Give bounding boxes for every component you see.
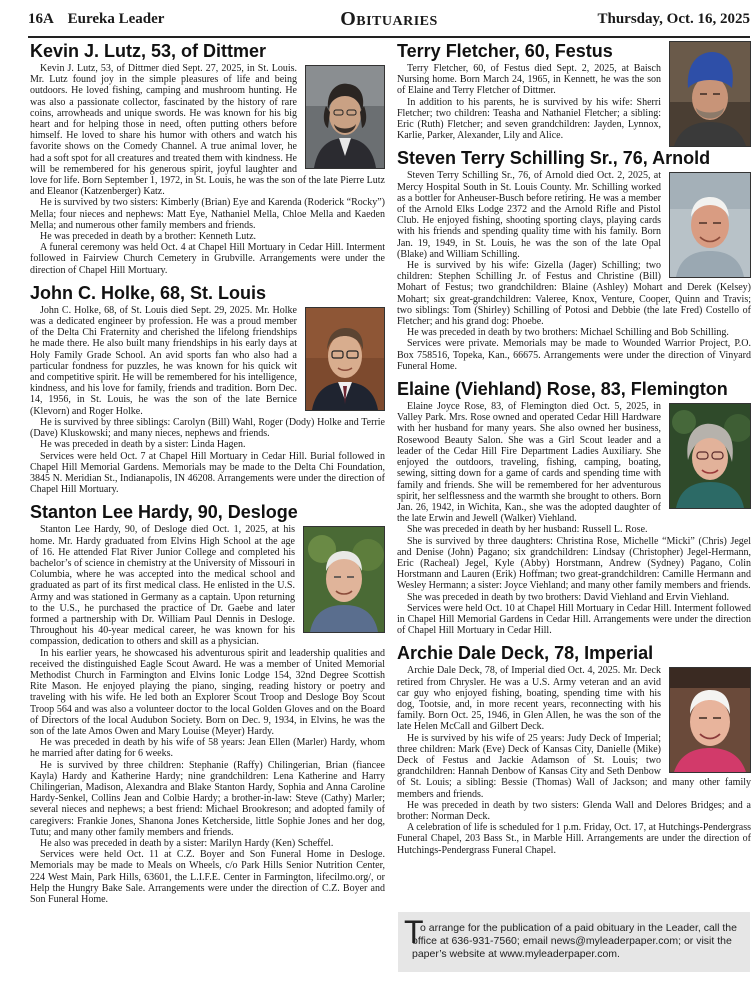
- obituary-paragraph: He was preceded in death by two brothers: Michael Schilling and Bob Schilling.: [407, 327, 729, 339]
- obituary-paragraph: Kevin J. Lutz, 53, of Dittmer died Sept. 27, 2025, in St. Louis. Mr. Lutz found joy in the simple pleasures of life and being outdoors. He loved fishing, camping and mushroom hunting. He was also a passionate collector, fascinated by the history of rare coins, arrowheads and unique swords. He was known for his big heart and for helping those in need, often putting others before himself. He loved to share his humor with others and watch his favorite shows on the Comedy Channel. A true animal lover, he had a soft spot for all creatures and treated them with kindness. He will be remembered for his generous spirit, joyful laughter and love for life. Born September 1, 1972, in St. Louis, he was the son of the late Pierre Lutz and Eleanor (Katzenberger) Katz.: [30, 63, 385, 198]
- obituary-paragraph: He is survived by two sisters: Kimberly (Brian) Eye and Karenda (Roderick “Rocky”) Mella; four nieces and nephews: Matt Eye, Nathaniel Mella, Chloe Mella and Kaeden Mella; and numerous other family members and friends.: [30, 197, 385, 231]
- masthead: [28, 8, 750, 38]
- right-column: [397, 40, 751, 856]
- page-number: 16A: [28, 11, 54, 27]
- obituary-holke: [30, 282, 385, 495]
- publication-info-box: [398, 912, 750, 972]
- obituary-paragraph: In addition to his parents, he is survived by his wife: Sherri Fletcher; two children: Teasha and Nathaniel Fletcher; a sibling: Eric (Ruth) Fletcher; and seven grandchildren: Jayden, Lynnox, Karlie, Parker, Alexander, Lily and Alice.: [397, 96, 661, 142]
- obituary-paragraph: He is survived by his wife of 25 years: Judy Deck of Imperial; three children: Mark (Eve) Deck of Kansas City, Danielle (Mike) Deck of Festus and Jackie Adamson of St. Louis; two grandchildren: Hannah Denbow of Kansas City and Seth Denbow of St. Louis; a sibling: Bessie (Thomas) Wall of Jackson; and many other family members and friends.: [397, 732, 751, 800]
- obituary-heading: Terry Fletcher, 60, Festus: [397, 41, 613, 61]
- portrait-photo: [305, 307, 385, 411]
- obituary-paragraph: He also was preceded in death by a sister: Marilyn Hardy (Ken) Scheffel.: [40, 838, 334, 849]
- obituary-paragraph: She was preceded in death by her husband: Russell L. Rose.: [407, 524, 648, 536]
- obituary-paragraph: He is survived by three siblings: Carolyn (Bill) Wahl, Roger (Dody) Holke and Terrie (Dave) Kluskowski; and many nieces, nephews and friends.: [30, 416, 385, 440]
- obituary-paragraph: Services were held Oct. 11 at C.Z. Boyer and Son Funeral Home in Desloge. Memorials may be made to Meals on Wheels, c/o Park Hills Senior Nutrition Center, 224 West Main, Park Hills, 63601, the L.I.F.E. Center in Farmington, lifecilmo.org/, or Help the Hungry Bake Sale. Arrangements were under the direction of C.Z. Boyer and Son Funeral Home.: [30, 849, 385, 906]
- obituary-heading: Stanton Lee Hardy, 90, Desloge: [30, 502, 298, 523]
- obituary-paragraph: A celebration of life is scheduled for 1 p.m. Friday, Oct. 17, at Hutchings-Pendergrass Funeral Chapel, 203 Bass St., in Marble Hill. Arrangements are under the direction of Hutchings-Pendergrass Funeral Chapel.: [397, 822, 751, 856]
- obituary-rose: [397, 378, 751, 636]
- obituary-fletcher: [397, 40, 751, 141]
- obituary-heading: Kevin J. Lutz, 53, of Dittmer: [30, 41, 267, 61]
- section-title: Obituaries: [340, 8, 438, 30]
- obituary-paragraph: A funeral ceremony was held Oct. 4 at Chapel Hill Mortuary in Cedar Hill. Interment followed in Fairview Church Cemetery in Grubville. Arrangements were under the direction of Chapel Hill Mortuary.: [30, 242, 385, 276]
- obituary-paragraph: He was preceded in death by a sister: Linda Hagen.: [40, 439, 246, 451]
- obituary-hardy: [30, 501, 385, 905]
- issue-date: Thursday, Oct. 16, 2025: [597, 11, 750, 27]
- obituary-heading: Steven Terry Schilling Sr., 76, Arnold: [397, 148, 711, 169]
- portrait-photo: [669, 403, 751, 509]
- obituary-paragraph: Services were held Oct. 10 at Chapel Hill Mortuary in Cedar Hill. Interment followed in Chapel Hill Memorial Gardens in Cedar Hill. Arrangements were under the direction of Chapel Hill Mortuary in Cedar Hill.: [397, 602, 751, 637]
- left-column: [30, 40, 385, 905]
- obituary-paragraph: Stanton Lee Hardy, 90, of Desloge died Oct. 1, 2025, at his home. Mr. Hardy graduated from Elvins High School at the age of 16. He attended Flat River Junior College and completed his bachelor’s of science in chemistry at the University of Missouri in Columbia, where he was accepted into the medical school and graduated as part of its first medical class. He enlisted in the U.S. Army and was stationed in Germany as a captain. Upon returning to the U.S., he purchased the practice of Dr. Gaebe and later formed a partnership with Dr. William Paul Dennis in Desloge. Throughout his 40-year medical career, he was known for his compassion, dedication to others and skill as a physician.: [30, 524, 295, 648]
- obituary-paragraph: Steven Terry Schilling Sr., 76, of Arnold died Oct. 2, 2025, at Mercy Hospital South in St. Louis County. Mr. Schilling worked as a bottler for Anheuser-Busch before retiring. He was a member of the Arnold Elks Lodge 2372 and the Arnold Rifle and Pistol Club. He enjoyed fishing, shooting sporting clays, playing cards with his friends and spending quality time with his family. Born Jan. 19, 1949, in St. Louis, he was the son of the late Opal (Blake) and William Schilling.: [397, 170, 661, 260]
- publication-info-text: o arrange for the publication of a paid obituary in the Leader, call the office at 636-931-7560; email news@myleaderpaper.com; or visit the paper’s website at www.myleaderpaper.com.: [412, 922, 737, 960]
- portrait-photo: [669, 172, 751, 278]
- obituary-paragraph: Services were private. Memorials may be made to Wounded Warrior Project, P.O. Box 758516, Topeka, Kan., 66675. Arrangements were under the direction of Vinyard Funeral Home.: [397, 338, 751, 372]
- obituary-paragraph: He is survived by his wife: Gizella (Jager) Schilling; two children: Stephen Schilling Jr. of Festus and Christine (Bill) Mohart of Festus; two grandchildren: Blaine (Ashley) Mohart and Derek (Kelsey) Mohart; six great-grandchildren: Valeree, Knox, Venture, Cooper, Quinn and Travis; two siblings: Tom (Shirley) Schilling of Potosi and Debbie (the late Fred) Costello of Fletcher; and his grand dog: Phoebe.: [397, 260, 751, 328]
- obituary-paragraph: She is survived by three daughters: Christina Rose, Michelle “Micki” (Chris) Jegel and Denise (John) Pagano; six grandchildren: Lindsay (Christopher) Jegel-Hermann, Eric (Racheal) Jegel, Kyle (Abby) Horstmann, Andrew (Sydney) Pagano, Colin Horstmann and Lauren (Erik) Hoffman; two great-grandchildren: Camille Hermann and Wesley Hermann; a sister: Joyce Viehland; and many other family members and friends.: [397, 535, 751, 592]
- obituary-paragraph: In his earlier years, he showcased his adventurous spirit and leadership qualities and received the distinguished Eagle Scout Award. He was a member of United Memorial Methodist Church in Farmington and Elvins Ionic Lodge 154, 32nd Degree Scottish Rite Mason. He enjoyed playing the piano, singing, reading history or poetry and traveling with his wife. He led both an Explorer Scout Troop and Desloge Boy Scout Troop 564 and was also a volunteer doctor to the local Golden Gloves and on the Board of Directors of the local Audubon Society. Born on Dec. 9, 1934, in Elvins, he was the son of the late Amos Owen and Mary Louise (Meyer) Hardy.: [30, 647, 385, 737]
- obituary-heading: Archie Dale Deck, 78, Imperial: [397, 643, 654, 664]
- obituary-paragraph: Terry Fletcher, 60, of Festus died Sept. 2, 2025, at Baisch Nursing home. Born March 24, 1965, in Kennett, he was the son of Elaine and Terry Fletcher of Dittmer.: [397, 63, 661, 97]
- portrait-photo: [303, 526, 385, 633]
- obituary-lutz: [30, 40, 385, 276]
- obituary-paragraph: Elaine Joyce Rose, 83, of Flemington died Oct. 5, 2025, in Valley Park. Mrs. Rose owned and operated Cedar Hill Hardware with her husband for many years. She also owned her business, Rosewood Beauty Salon. She was a Girl Scout leader and a leader of the Cedar Hill Fire Department Ladies Auxiliary. She enjoyed the outdoors, traveling, fishing, camping, boating, sewing, sitting down for a game of cards and spending time with family and friends. She will be remembered for her adventurous spirit, her selflessness and the warmth she brought to others. Born Jan. 26, 1942, in Wichita, Kan., she was the adopted daughter of the late Erwin and Jewell (Walker) Viehland.: [397, 401, 661, 525]
- obituary-paragraph: He was preceded in death by a brother: Kenneth Lutz.: [40, 231, 257, 243]
- obituary-paragraph: He was preceded in death by two sisters: Glenda Wall and Delores Bridges; and a brother: Norman Deck.: [397, 799, 751, 822]
- obituary-paragraph: He was preceded in death by his wife of 58 years: Jean Ellen (Marler) Hardy, whom he married after dating for 6 weeks.: [30, 737, 385, 760]
- obituary-paragraph: Services were held Oct. 7 at Chapel Hill Mortuary in Cedar Hill. Burial followed in Chapel Hill Memorial Gardens. Memorials may be made to the Delta Chi Foundation, 3845 N. Meridian St., Indianapolis, IN 46208. Arrangements were under the direction of Chapel Hill Mortuary.: [30, 450, 385, 496]
- obituary-paragraph: He is survived by three children: Stephanie (Raffy) Chilingerian, Brian (fiancee Kayla) Hardy and Katherine Hardy; nine grandchildren: Lena Katherine and Harry Chilingerian, Madison, Alexandra and Blake Stanton Hardy, Sophia and Anna Caroline Hardy-Senkel, Collins Jean and Colbie Hardy; a brother-in-law: Steve (Cathy) Marler; several nieces and nephews; a best friend: Michael Brookreson; and adopted family of caregivers: Frankie Jones, Shanona Jones Ketcherside, little Sophie Jones and her dog, Tutu; and many other family members and friends.: [30, 759, 385, 838]
- obituary-heading: Elaine (Viehland) Rose, 83, Flemington: [397, 379, 728, 400]
- obituary-heading: John C. Holke, 68, St. Louis: [30, 282, 267, 303]
- obituary-paragraph: She was preceded in death by two brothers: David Viehland and Ervin Viehland.: [407, 591, 729, 603]
- drop-cap: T: [404, 914, 424, 950]
- portrait-photo: [305, 65, 385, 169]
- obituary-deck: [397, 642, 751, 855]
- portrait-photo: [669, 667, 751, 773]
- portrait-photo: [669, 41, 751, 147]
- obituary-paragraph: John C. Holke, 68, of St. Louis died Sept. 29, 2025. Mr. Holke was a dedicated engineer by profession. He was a proud member of the Delta Chi Fraternity and cherished the lifelong friendships he made there. He also built many friendships in his early days at Holy Family Grade School. An avid sports fan who also had a particular fondness for puzzles, he was known for his quick wit and competitive spirit. He will be remembered for his intelligence, kindness, and his love for family, friends and tradition. Born Dec. 14, 1956, in St. Louis, he was the son of the late Bernice (Klevorn) and Roger Holke.: [30, 304, 297, 417]
- paper-name: Eureka Leader: [67, 11, 165, 27]
- obituary-paragraph: Archie Dale Deck, 78, of Imperial died Oct. 4, 2025. Mr. Deck retired from Chrysler. He was a U.S. Army veteran and an avid car guy who enjoyed fishing, boating, spending time with his dog, Tootsie, and, in more recent years, reconnecting with his family. Born Oct. 25, 1946, in Glen Allen, he was the son of the late Helen McCall and Gilbert Deck.: [397, 665, 661, 733]
- obituary-schilling: [397, 147, 751, 372]
